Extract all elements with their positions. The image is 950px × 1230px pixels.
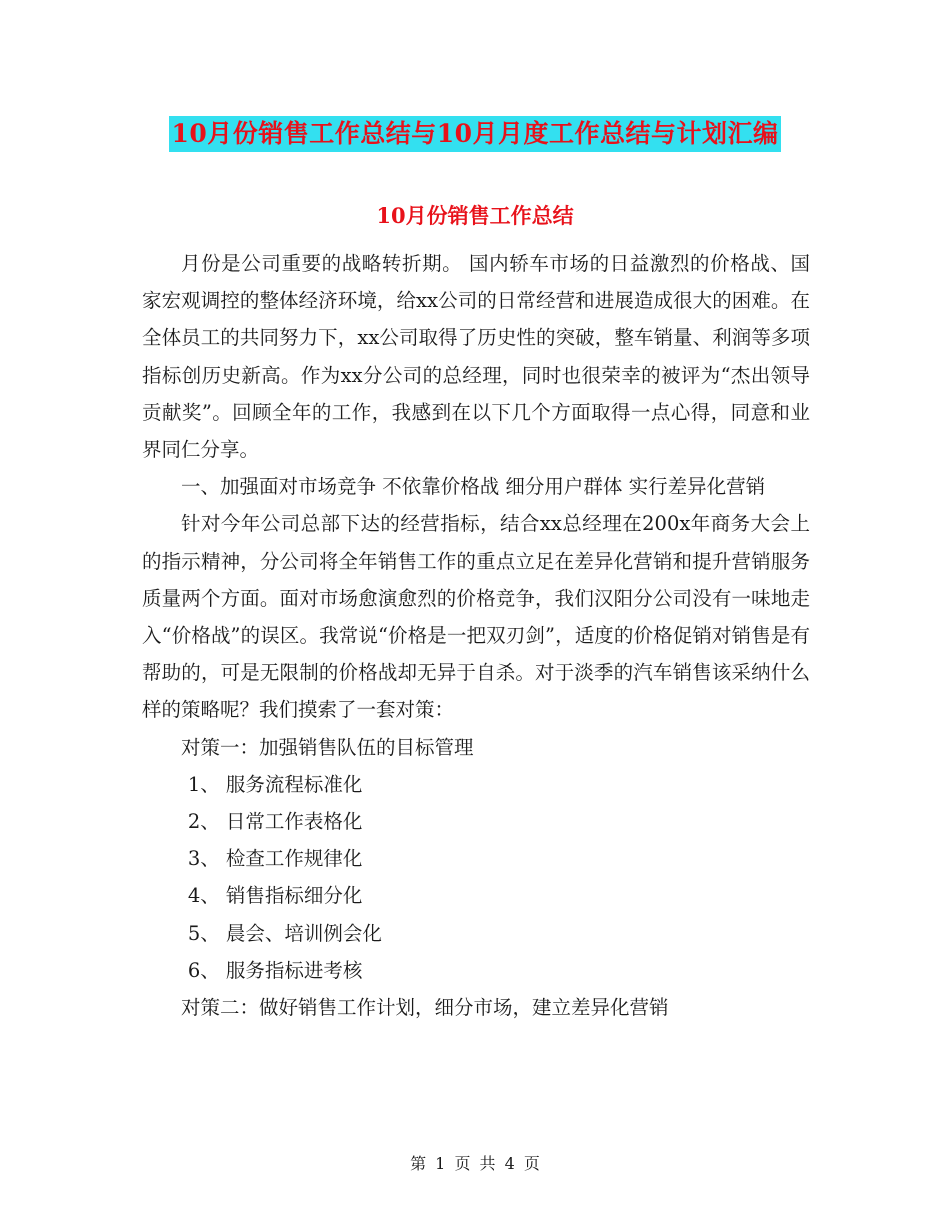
list-item: 4、 销售指标细分化: [187, 884, 363, 908]
list-item: 2、 日常工作表格化: [187, 810, 363, 834]
list-item: 3、 检查工作规律化: [187, 847, 363, 871]
document-title: [0, 112, 950, 152]
paragraph-heading-one: 一、加强面对市场竞争 不依靠价格战 细分用户群体 实行差异化营销: [181, 475, 766, 499]
list-item: 6、 服务指标进考核: [187, 958, 363, 982]
paragraph-countermeasure-one: 对策一：加强销售队伍的目标管理: [181, 735, 474, 759]
list-item: 5、 晨会、培训例会化: [187, 921, 382, 945]
document-body: [142, 245, 810, 1026]
section-title: 10月份销售工作总结: [376, 203, 574, 228]
paragraph-strategy: 针对今年公司总部下达的经营指标，结合xx总经理在200x年商务大会上的指示精神，分公司将全年销售工作的重点立足在差异化营销和提升营销服务质量两个方面。面对市场愈演愈烈的价格竞争，我们汉阳分公司没有一味地走入“价格战”的误区。我常说“价格是一把双刃剑”，适度的价格促销对销售是有帮助的，可是无限制的价格战却无异于自杀。对于淡季的汽车销售该采纳什么样的策略呢？我们摸索了一套对策：: [142, 512, 810, 722]
list-item: 1、 服务流程标准化: [187, 772, 363, 796]
paragraph-countermeasure-two: 对策二：做好销售工作计划，细分市场，建立差异化营销: [181, 996, 669, 1020]
paragraph-intro: 月份是公司重要的战略转折期。 国内轿车市场的日益激烈的价格战、国家宏观调控的整体经济环境，给xx公司的日常经营和进展造成很大的困难。在全体员工的共同努力下，xx公司取得了历史性的突破，整车销量、利润等多项指标创历史新高。作为xx分公司的总经理，同时也很荣幸的被评为“杰出领导贡献奖”。回顾全年的工作，我感到在以下几个方面取得一点心得，同意和业界同仁分享。: [142, 252, 810, 462]
document-title-text: 10月份销售工作总结与10月月度工作总结与计划汇编: [169, 116, 780, 152]
page-footer: 第 1 页 共 4 页: [410, 1154, 540, 1173]
